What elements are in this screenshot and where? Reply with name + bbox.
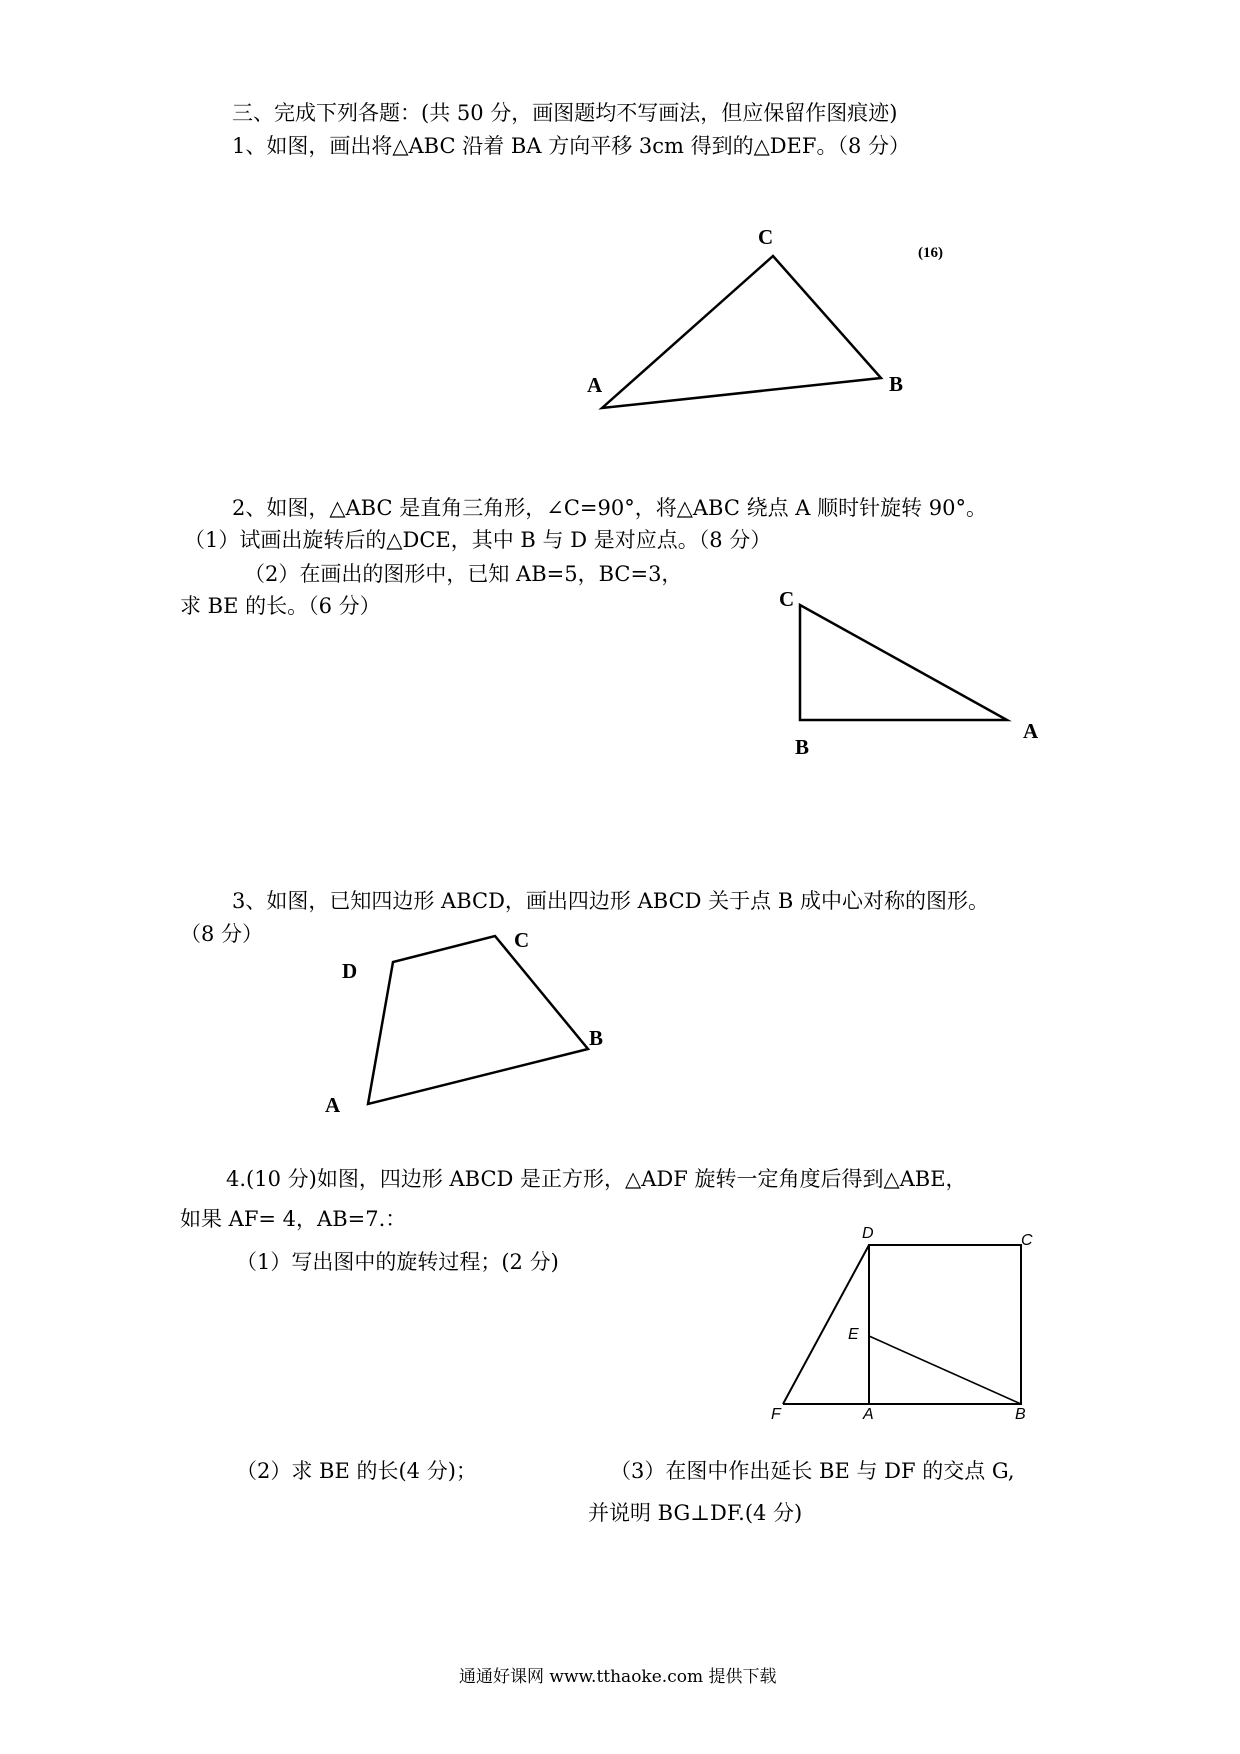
q2-line1: 2、如图，△ABC 是直角三角形，∠C=90°，将△ABC 绕点 A 顺时针旋转 90°。 <box>232 496 988 520</box>
q4-segment-df <box>783 1245 869 1404</box>
q3-line2: （8 分） <box>180 922 264 946</box>
q2-label-b: B <box>795 735 810 759</box>
q4-part3b: 并说明 BG⊥DF.(4 分) <box>588 1501 803 1525</box>
q4-line2: 如果 AF= 4，AB=7.： <box>180 1207 407 1231</box>
q4-label-d: D <box>862 1225 874 1242</box>
q2-label-c: C <box>779 587 795 611</box>
q3-label-c: C <box>514 928 530 952</box>
q4-label-e: E <box>848 1326 859 1343</box>
q2-line2: （1）试画出旋转后的△DCE，其中 B 与 D 是对应点。（8 分） <box>184 528 772 552</box>
q4-label-b: B <box>1015 1406 1026 1423</box>
q3-label-a: A <box>325 1093 341 1117</box>
q1-label-b: B <box>889 372 904 396</box>
q1-text: 1、如图，画出将△ABC 沿着 BA 方向平移 3cm 得到的△DEF。（8 分） <box>232 134 910 158</box>
q4-label-a: A <box>863 1406 874 1423</box>
q2-line3: （2）在画出的图形中，已知 AB=5，BC=3， <box>244 562 683 586</box>
q3-label-b: B <box>589 1026 604 1050</box>
q1-label-a: A <box>587 373 603 397</box>
q2-label-a: A <box>1023 719 1039 743</box>
section-heading: 三、完成下列各题：(共 50 分，画图题均不写画法，但应保留作图痕迹) <box>232 101 898 125</box>
page-footer: 通通好课网 www.tthaoke.com 提供下载 <box>459 1667 777 1687</box>
q1-label-c: C <box>758 225 774 249</box>
q4-part3a: （3）在图中作出延长 BE 与 DF 的交点 G, <box>610 1459 1015 1483</box>
q4-label-c: C <box>1021 1232 1033 1249</box>
q4-part1: （1）写出图中的旋转过程；(2 分) <box>236 1250 559 1274</box>
q4-part2: （2）求 BE 的长(4 分)； <box>236 1459 477 1483</box>
q4-label-f: F <box>771 1406 781 1423</box>
q3-label-d: D <box>342 959 358 983</box>
q2-line4: 求 BE 的长。（6 分） <box>180 594 381 618</box>
q4-square-abcd <box>869 1245 1021 1404</box>
q3-line1: 3、如图，已知四边形 ABCD，画出四边形 ABCD 关于点 B 成中心对称的图形。 <box>232 889 989 913</box>
q1-figure-tag: (16) <box>918 245 943 261</box>
q4-line1: 4.(10 分)如图，四边形 ABCD 是正方形，△ADF 旋转一定角度后得到△ABE， <box>226 1167 967 1191</box>
q4-segment-eb <box>869 1336 1021 1404</box>
